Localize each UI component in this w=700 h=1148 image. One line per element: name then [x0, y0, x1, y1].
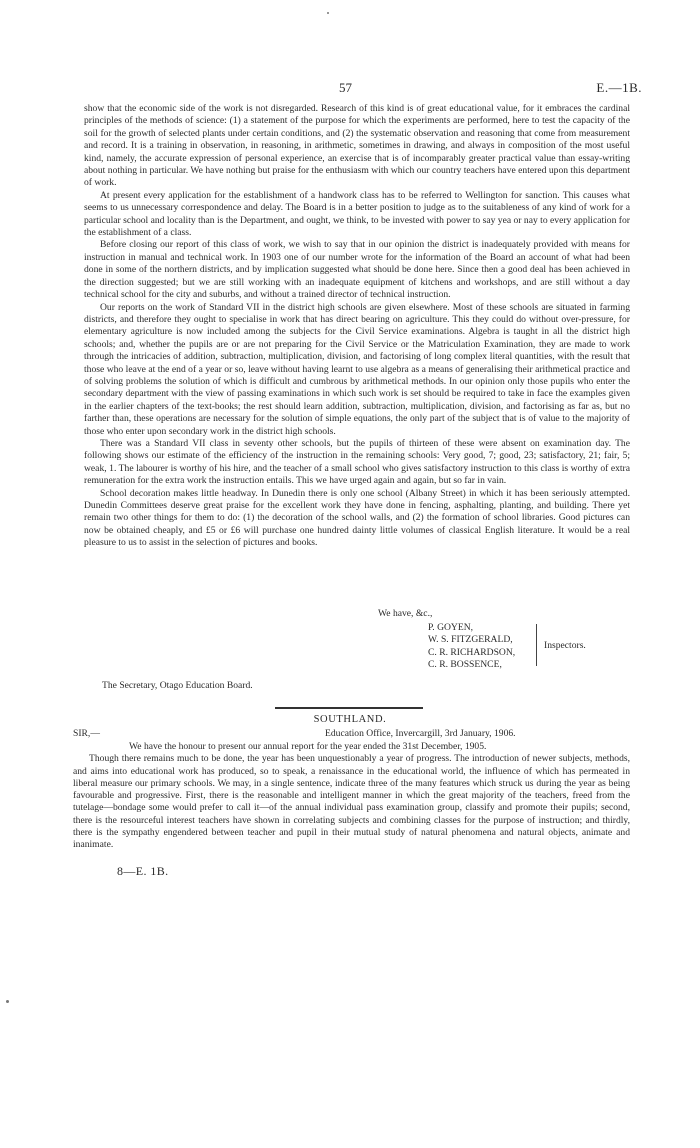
southland-report-body — [73, 741, 630, 852]
paragraph: We have the honour to present our annual report for the year ended the 31st December, 1905. — [129, 741, 487, 752]
document-reference: E.—1B. — [596, 80, 642, 95]
otago-report-body — [84, 103, 630, 550]
paragraph: Our reports on the work of Standard VII in the district high schools are given elsewhere. Most of these schools are situated in farming districts, and therefore they ought to specialise in work that has direct bearing on agriculture. This they could do without over-pressure, for elementary agriculture is now included among the subjects for the Civil Service examinations. Algebra is taught in all the district high schools; and, whether the pupils are or are not preparing for the Civil Service or the Matriculation Examination, they are made to work through the intricacies of addition, subtraction, multiplication, division, and factorising of long complex literal quantities, with the result that those who leave at the end of a year or so, leave without having learnt to use algebra as a means of generalising their arithmetical practice and of solving problems the solution of which is difficult and cumbrous by arithmetical methods. In our opinion only those pupils who enter the secondary department with the view of passing examinations in which such work is set should be required to take in face the examples given in the earlier chapters of the text-books; the rest should learn addition, subtraction, multiplication, division, and factorising as far as, but no farther than, these operations are necessary for the solution of simple equations, the only part of the subject that is of value to the majority of those who enter upon secondary work in the district high schools. — [84, 301, 630, 437]
signatory-name: W. S. FITZGERALD, — [428, 634, 513, 646]
signatory-name: C. R. RICHARDSON, — [428, 646, 516, 658]
section-title: SOUTHLAND. — [313, 714, 387, 725]
paragraph: At present every application for the establishment of a handwork class has to be referred to Wellington for sanction. This causes what seems to us unnecessary correspondence and delay. The Board is in a better position to judge as to the suitableness of any kind of work for a particular school and locality than is the Department, and ought, we think, to be invested with power to say yea or nay to every application for the establishment of a class. — [84, 189, 630, 239]
signatory-name: C. R. BOSSENCE, — [428, 659, 502, 671]
scan-speck — [327, 12, 329, 14]
paragraph: Though there remains much to be done, the year has been unquestionably a year of progress. The introduction of newer subjects, methods, and aims into educational work has produced, so to speak, a renaissance in the educational world, the influence of which has permeated in liberal measure our primary schools. We may, in a single sentence, indicate three of the many features which struck us during the year as being favourable and progressive. First, there is the reasonable and intelligent manner in which the great majority of the teachers, freed from the tutelage—bondage some would prefer to call it—of the annual individual pass examination group, classify and promote their pupils; second, there is the resourceful interest teachers have shown in correlating subjects and combining classes for the purpose of instruction; and thirdly, there is the sympathy engendered between teacher and pupil in their mutual study of natural phenomena and natural objects, animate and inanimate. — [73, 753, 630, 851]
signatory-role: Inspectors. — [544, 640, 586, 651]
paragraph: Before closing our report of this class of work, we wish to say that in our opinion the district is inadequately provided with means for instruction in manual and technical work. In 1903 one of our number wrote for the information of the Board an account of what had been done in some of the northern districts, and by implication suggested what should be done here. Since then a good deal has been achieved in the direction suggested; but we are still working with an inadequate equipment of kitchens and workshops, and are still without a day technical school for the city and suburbs, and without a trained director of technical instruction. — [84, 239, 630, 301]
office-dateline: Education Office, Invercargill, 3rd January, 1906. — [325, 728, 516, 739]
signatory-name: P. GOYEN, — [428, 622, 474, 633]
scan-speck — [6, 1000, 9, 1003]
paragraph: show that the economic side of the work is not disregarded. Research of this kind is of great educational value, for it embraces the cardinal principles of the methods of science: (1) a statement of the purpose for which the experiments are performed, here to test the capacity of the soil for the growth of selected plants under certain conditions, and (2) the systematic observation and reasoning that come from measurement and record. It is a training in observation, in reasoning, in arithmetic, sometimes in drawing, and always in composition of the most useful kind, namely, the accurate expression of personal experience, an exercise that is of incomparably greater practical value than essay-writing about nothing in particular. We have nothing but praise for the enthusiasm with which our country teachers have entered upon this department of work. — [84, 103, 630, 189]
paragraph: There was a Standard VII class in seventy other schools, but the pupils of thirteen of these were absent on examination day. The following shows our estimate of the efficiency of the instruction in the remaining schools: Very good, 7; good, 23; satisfactory, 21; fair, 5; weak, 1. The labourer is worthy of his hire, and the teacher of a small school who gives satisfactory instruction to this class is worthy of extra remuneration for the extra work the instruction entails. This we have urged again and again, but so far in vain. — [84, 437, 630, 487]
salutation: SIR,— — [73, 728, 100, 739]
section-divider — [275, 707, 423, 709]
closing-phrase: We have, &c., — [378, 608, 433, 619]
addressee: The Secretary, Otago Education Board. — [102, 680, 253, 691]
signatory-brace — [536, 624, 540, 666]
page-number: 57 — [339, 80, 352, 95]
signatory-list — [428, 622, 515, 672]
paragraph: School decoration makes little headway. In Dunedin there is only one school (Albany Street) in which it has been seriously attempted. Dunedin Committees deserve great praise for the excellent work they have done in fencing, asphalting, planting, and building. There yet remain two other things for them to do: (1) the decoration of the school walls, and (2) the formation of school libraries. Good pictures can now be obtained cheaply, and £5 or £6 will purchase one hundred dainty little volumes of classical English literature. It would be a real pleasure to us to assist in the selection of pictures and books. — [84, 487, 630, 549]
signature-mark: 8—E. 1B. — [117, 864, 169, 878]
